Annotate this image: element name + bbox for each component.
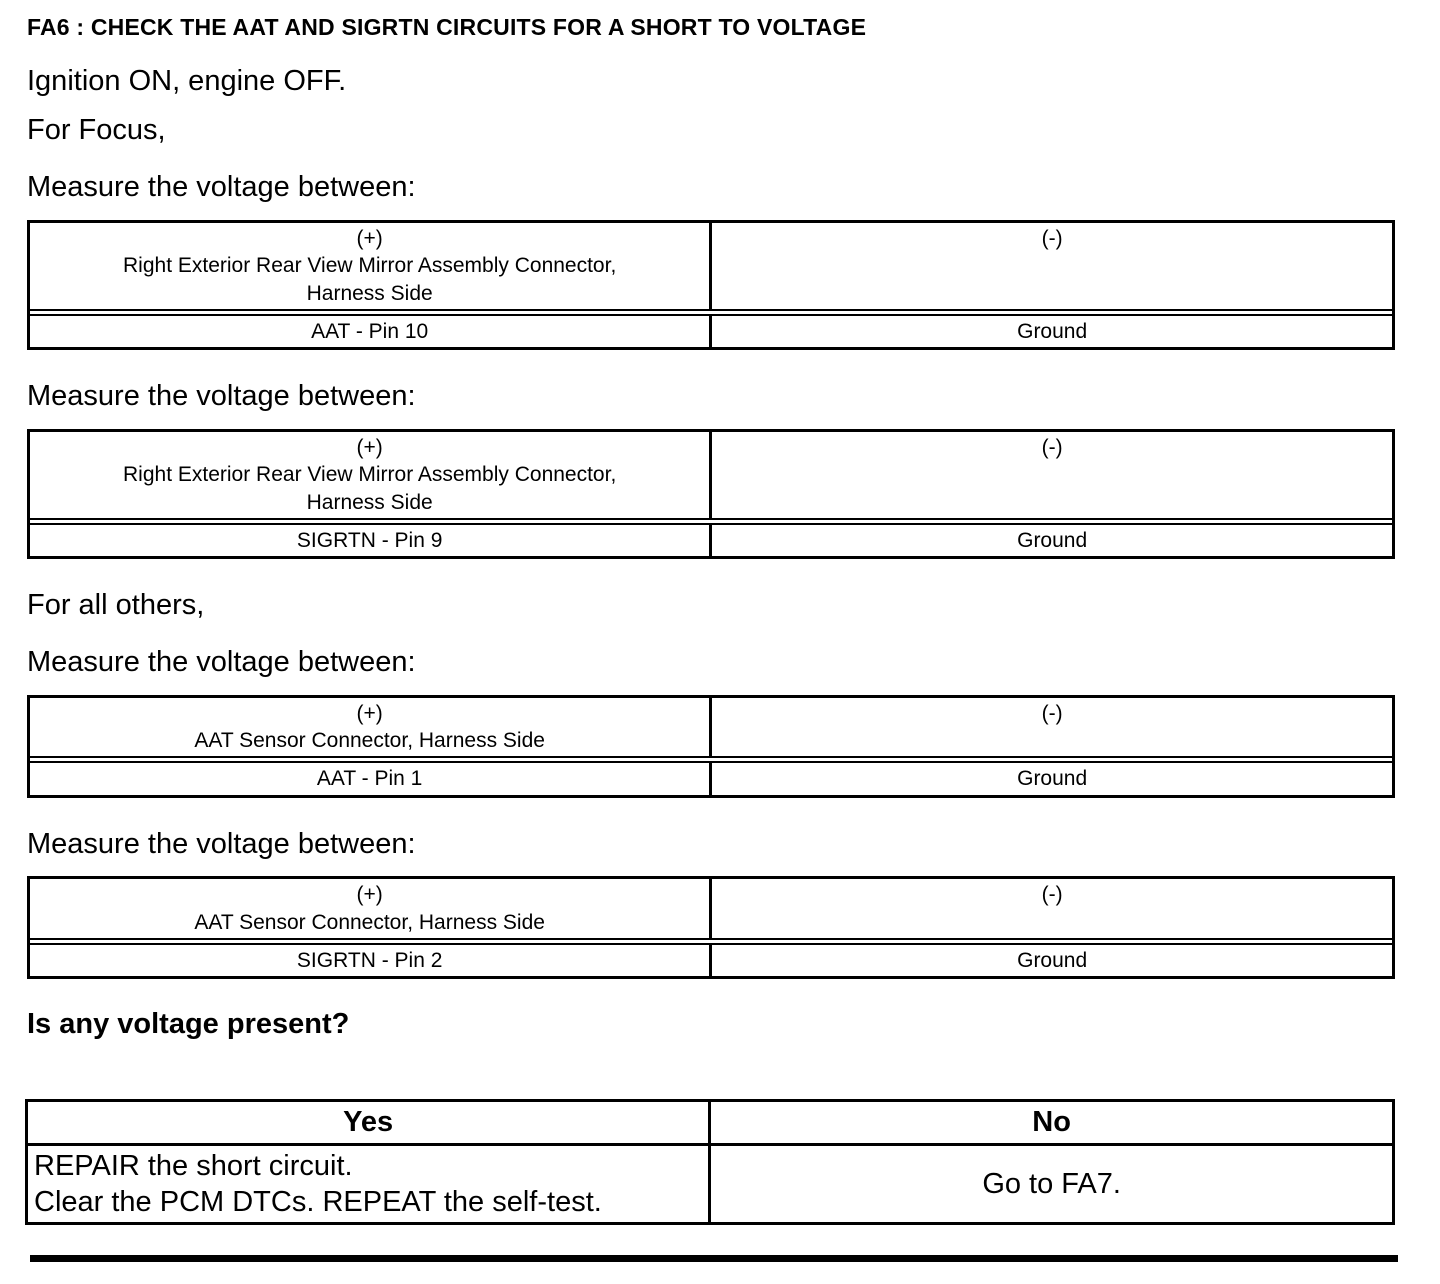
measure-table-2 [27, 429, 1395, 559]
measure-table-2-header-row [30, 432, 1392, 518]
instruction-for-all-others: For all others, [27, 589, 205, 622]
instruction-ignition: Ignition ON, engine OFF. [27, 64, 347, 97]
measure-table-1 [27, 220, 1395, 350]
decision-table-header-row [28, 1102, 1392, 1142]
plus-description-line1: AAT Sensor Connector, Harness Side [194, 729, 545, 753]
positive-pin-cell: SIGRTN - Pin 9 [296, 528, 443, 552]
measure-table-3 [27, 695, 1395, 798]
plus-symbol: (+) [356, 883, 383, 907]
minus-header-cell [709, 223, 1392, 309]
ground-cell: Ground [709, 525, 1392, 556]
minus-symbol: (-) [1041, 226, 1063, 250]
plus-description-line1: Right Exterior Rear View Mirror Assembly Connector, [123, 463, 617, 487]
decision-section [27, 1099, 1395, 1225]
plus-header-cell [30, 879, 709, 938]
measure-table-3-data-row [30, 756, 1392, 794]
yes-action-line1: REPAIR the short circuit. [34, 1149, 353, 1182]
measure-table-1-data-row [30, 309, 1392, 347]
minus-symbol: (-) [1041, 701, 1063, 725]
measure-table-1-header-row [30, 223, 1392, 309]
positive-pin-cell: AAT - Pin 1 [316, 767, 423, 791]
minus-header-cell [709, 879, 1392, 938]
measure-table-2-data-row [30, 518, 1392, 556]
positive-pin-cell: SIGRTN - Pin 2 [296, 949, 443, 973]
question-text: Is any voltage present? [27, 1008, 350, 1041]
ground-cell: Ground [709, 763, 1392, 794]
plus-header-cell [30, 432, 709, 518]
bottom-divider [30, 1255, 1398, 1262]
plus-description-line2: Harness Side [306, 490, 433, 514]
yes-action-line2: Clear the PCM DTCs. REPEAT the self-test. [34, 1185, 602, 1218]
yes-action-cell [28, 1146, 708, 1223]
plus-header-cell [30, 698, 709, 757]
measure-prompt-2: Measure the voltage between: [27, 380, 416, 413]
ground-cell: Ground [709, 945, 1392, 976]
positive-pin-cell: AAT - Pin 10 [311, 319, 429, 343]
plus-symbol: (+) [356, 435, 383, 459]
measure-prompt-4: Measure the voltage between: [27, 827, 416, 860]
plus-symbol: (+) [356, 226, 383, 250]
ground-cell: Ground [709, 316, 1392, 347]
plus-description-line1: AAT Sensor Connector, Harness Side [194, 910, 545, 934]
plus-header-cell [30, 223, 709, 309]
procedure-title: FA6 : CHECK THE AAT AND SIGRTN CIRCUITS FOR A SHORT TO VOLTAGE [27, 14, 867, 40]
measure-prompt-3: Measure the voltage between: [27, 645, 416, 678]
yes-header-cell: Yes [343, 1106, 394, 1139]
plus-description-line2: Harness Side [306, 281, 433, 305]
decision-table-action-row [28, 1143, 1392, 1223]
measure-table-4-data-row [30, 938, 1392, 976]
no-action-cell: Go to FA7. [708, 1146, 1392, 1223]
plus-description-line1: Right Exterior Rear View Mirror Assembly Connector, [123, 254, 617, 278]
measure-prompt-1: Measure the voltage between: [27, 171, 416, 204]
decision-table [25, 1099, 1395, 1225]
minus-symbol: (-) [1041, 435, 1063, 459]
minus-header-cell [709, 698, 1392, 757]
no-header-cell: No [708, 1102, 1392, 1142]
minus-symbol: (-) [1041, 883, 1063, 907]
plus-symbol: (+) [356, 701, 383, 725]
instruction-for-focus: For Focus, [27, 114, 166, 147]
measure-table-3-header-row [30, 698, 1392, 757]
minus-header-cell [709, 432, 1392, 518]
measure-table-4-header-row [30, 879, 1392, 938]
measure-table-4 [27, 876, 1395, 979]
